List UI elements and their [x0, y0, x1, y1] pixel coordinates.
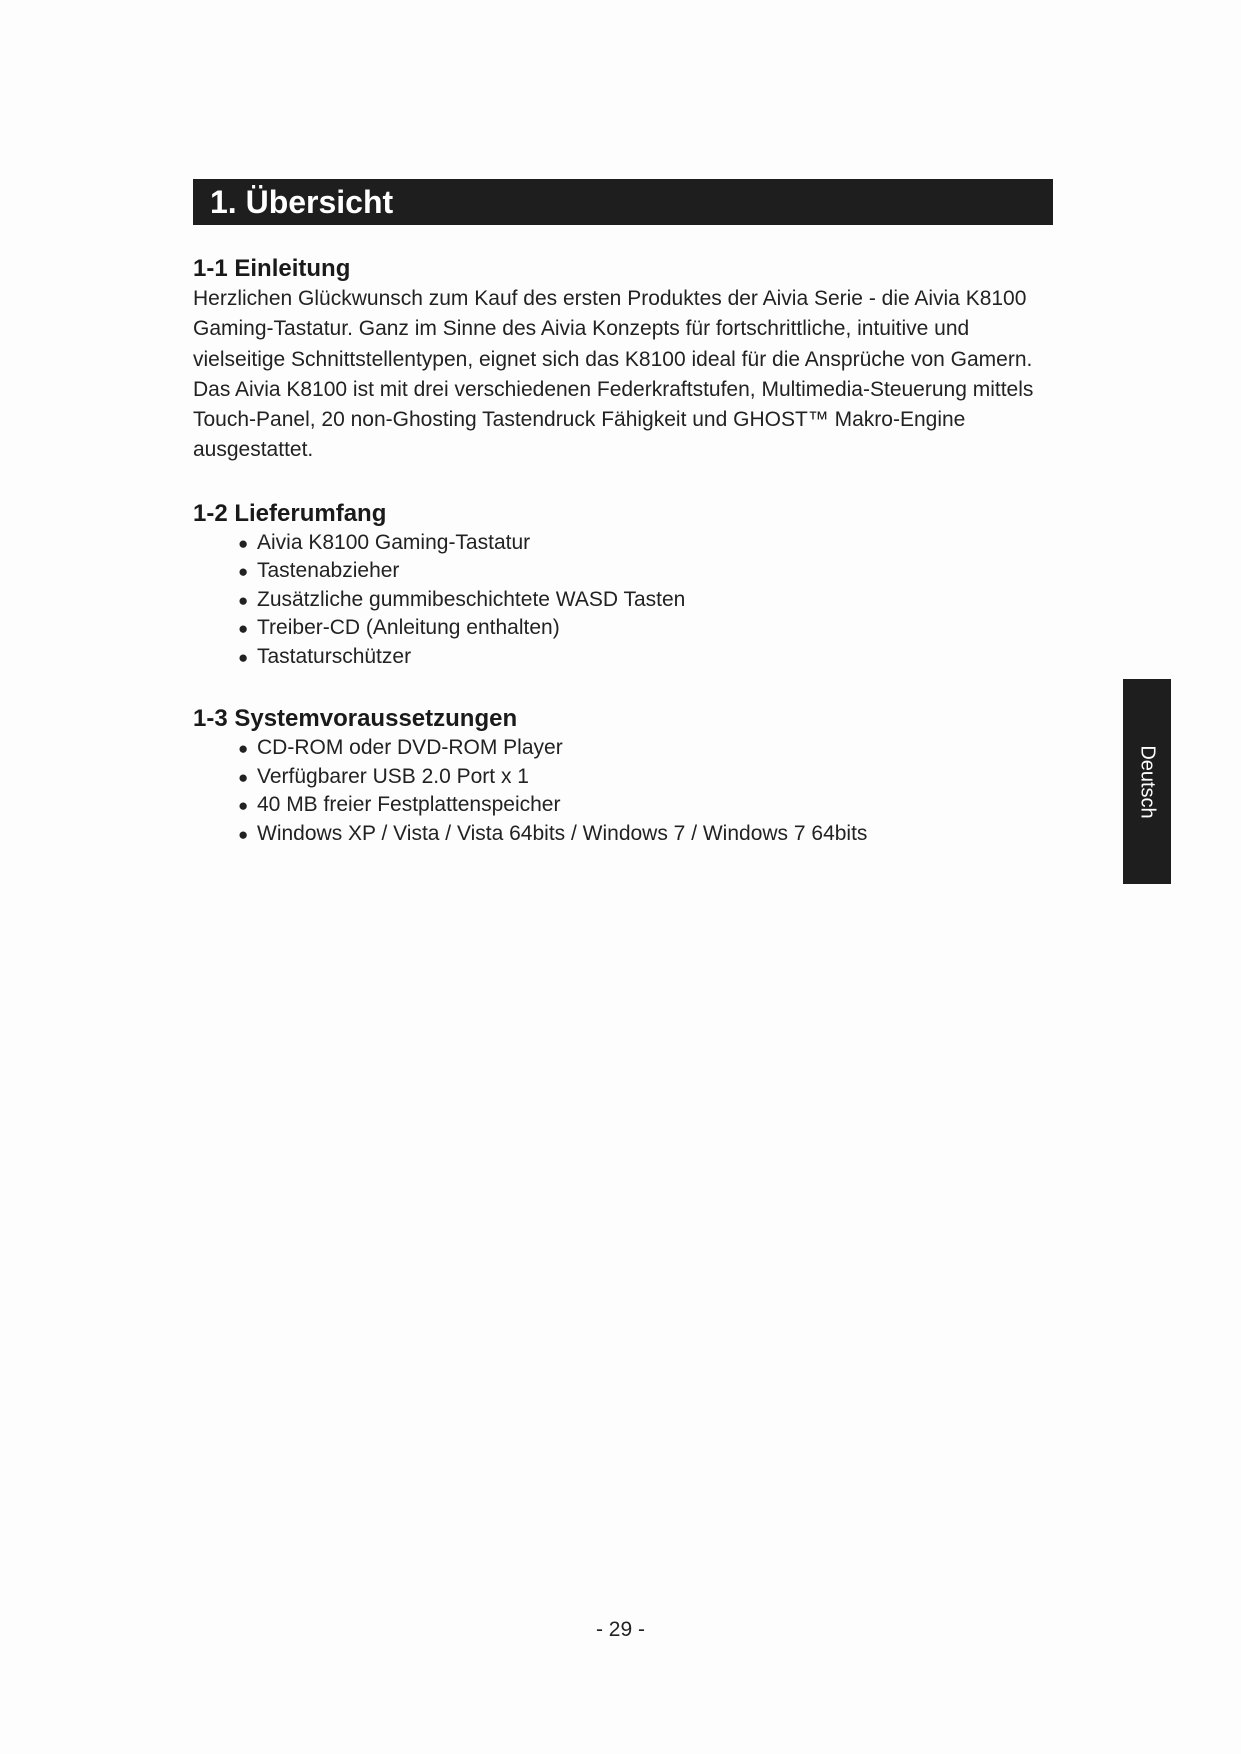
list-item — [238, 643, 1053, 672]
list-item — [238, 586, 1053, 615]
language-tab — [1123, 679, 1171, 884]
system-requirements-list — [193, 734, 1053, 848]
page-number: - 29 - — [595, 1618, 645, 1641]
list-item — [238, 614, 1053, 643]
bullet-icon: ● — [238, 796, 249, 816]
list-item-text: 40 MB freier Festplattenspeicher — [257, 793, 561, 817]
section-system-requirements — [193, 704, 1053, 848]
list-item-text: Windows XP / Vista / Vista 64bits / Windows 7 / Windows 7 64bits — [257, 821, 868, 845]
list-item — [238, 820, 1053, 849]
bullet-icon: ● — [238, 533, 249, 553]
list-item — [238, 557, 1053, 586]
list-item-text: Zusätzliche gummibeschichtete WASD Tasten — [257, 587, 686, 611]
bullet-icon: ● — [238, 619, 249, 639]
section-package-contents — [193, 499, 1053, 672]
list-item-text: Tastenabzieher — [257, 559, 400, 583]
bullet-icon: ● — [238, 824, 249, 844]
bullet-icon: ● — [238, 590, 249, 610]
bullet-icon: ● — [238, 562, 249, 582]
list-item-text: Tastaturschützer — [257, 644, 412, 668]
list-item-text: CD-ROM oder DVD-ROM Player — [257, 736, 563, 760]
bullet-icon: ● — [238, 767, 249, 787]
list-item-text: Treiber-CD (Anleitung enthalten) — [257, 616, 560, 640]
chapter-title: 1. Übersicht — [210, 184, 394, 220]
section-heading-package-contents: 1-2 Lieferumfang — [193, 499, 387, 527]
list-item — [238, 734, 1053, 763]
list-item-text: Aivia K8100 Gaming-Tastatur — [257, 530, 531, 554]
list-item — [238, 529, 1053, 558]
list-item — [238, 791, 1053, 820]
list-item — [238, 763, 1053, 792]
bullet-icon: ● — [238, 647, 249, 667]
package-contents-list — [193, 529, 1053, 672]
section-heading-system-requirements: 1-3 Systemvoraussetzungen — [193, 705, 518, 733]
page-content — [193, 254, 1053, 848]
section-heading-introduction: 1-1 Einleitung — [193, 255, 351, 282]
list-item-text: Verfügbarer USB 2.0 Port x 1 — [257, 764, 529, 788]
chapter-title-bar — [193, 179, 1053, 225]
language-tab-label: Deutsch — [1136, 744, 1159, 819]
section-introduction — [193, 254, 1053, 466]
bullet-icon: ● — [238, 739, 249, 759]
introduction-paragraph: Herzlichen Glückwunsch zum Kauf des ersten Produktes der Aivia Serie - die Aivia K8100 Gaming-Tastatur. Ganz im Sinne des Aivia Konzepts für fortschrittliche, intuitive und vielseitige Schnittstellentypen, eignet sich das K8100 ideal für die Ansprüche von Gamern. Das Aivia K8100 ist mit drei verschiedenen Federkraftstufen, Multimedia-Steuerung mittels Touch-Panel, 20 non-Ghosting Tastendruck Fähigkeit und GHOST™ Makro-Engine ausgestattet. — [193, 287, 1034, 462]
